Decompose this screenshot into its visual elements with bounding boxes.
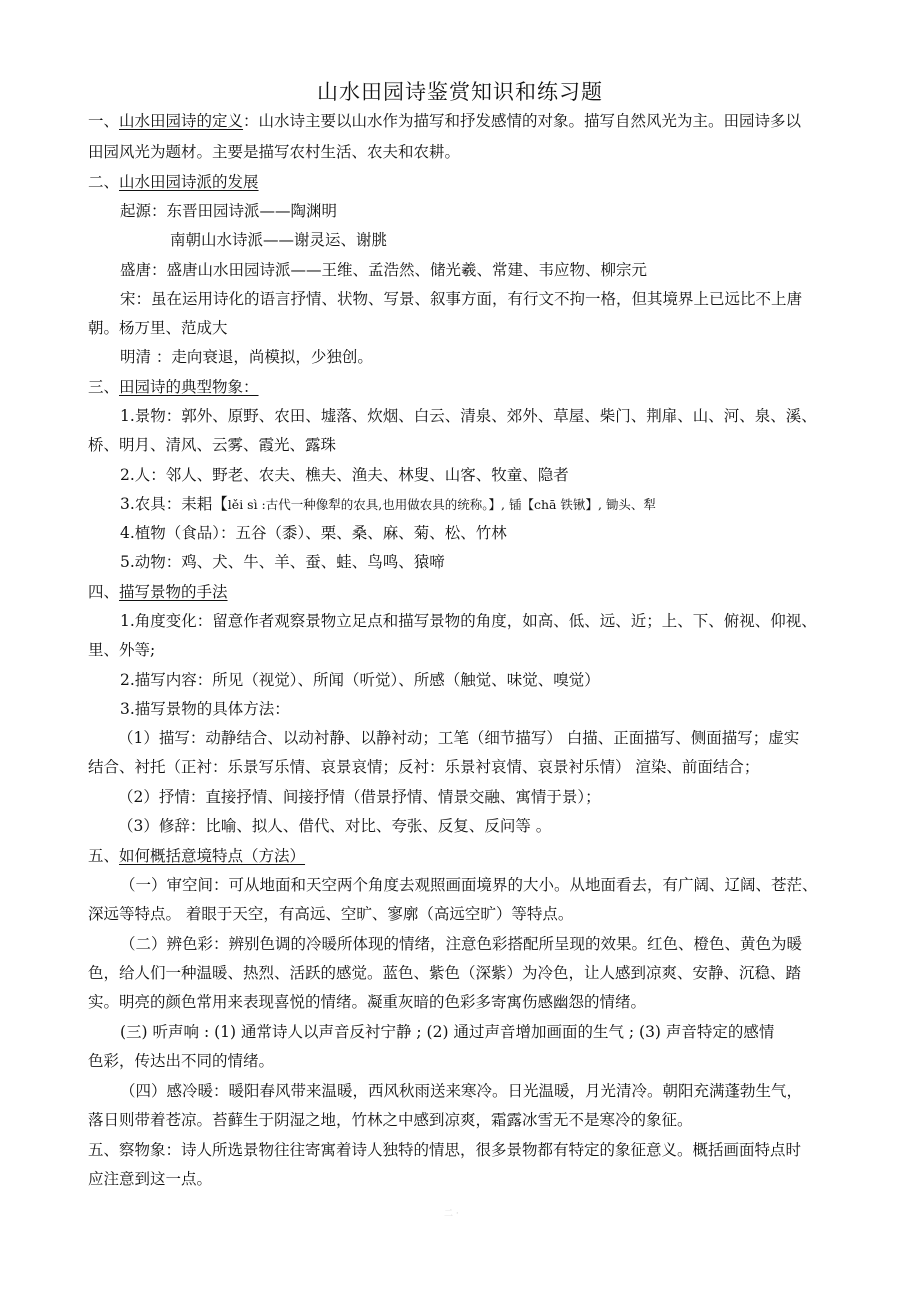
observe-line-1: 五、察物象：诗人所选景物往往寄寓着诗人独特的情思，很多景物都有特定的象征意义。概括画面特点时 <box>88 1141 802 1159</box>
section-2-heading-line <box>88 172 838 192</box>
angle-line-2: 里、外等; <box>88 641 156 659</box>
space-line-1: （一）审空间：可从地面和天空两个角度去观照画面境界的大小。从地面看去，有广阔、辽阔、苍茫、 <box>120 876 818 894</box>
section-1-line-2: 田园风光为题材。主要是描写农村生活、农夫和农耕。 <box>88 143 461 161</box>
temperature-line-1: （四）感冷暖：暖阳春风带来温暖，西风秋雨送来寒冷。日光温暖，月光清冷。朝阳充满蓬勃生气， <box>120 1082 803 1100</box>
sound-line-1: (三) 听声响 : (1) 通常诗人以声音反衬宁静 ; (2) 通过声音增加画面的生气 ; (3) 声音特定的感情 <box>120 1023 775 1041</box>
color-line-3: 实。明亮的颜色常用来表现喜悦的情绪。凝重灰暗的色彩多寄寓伤感幽怨的情绪。 <box>88 993 647 1011</box>
section-1-heading: 山水田园诗的定义 <box>119 112 244 130</box>
section-3-number: 三、 <box>88 378 120 396</box>
tools-text-a: 3.农具：耒耜【 <box>120 495 228 513</box>
section-4-heading: 描写景物的手法 <box>119 583 228 601</box>
section-1-text: ：山水诗主要以山水作为描写和抒发感情的对象。描写自然风光为主。田园诗多以 <box>243 112 802 130</box>
song-line-1: 宋：虽在运用诗化的语言抒情、状物、写景、叙事方面，有行文不拘一格，但其境界上已远比不上唐 <box>120 290 803 308</box>
angle-line-1: 1.角度变化：留意作者观察景物立足点和描写景物的角度，如高、低、远、近；上、下、俯视、仰视、 <box>120 612 817 630</box>
mingqing-line: 明清 ：走向衰退，尚模拟，少独创。 <box>120 348 373 366</box>
temperature-line-2: 落日则带着苍凉。苔藓生于阴湿之地，竹林之中感到凉爽，霜露冰雪无不是寒冷的象征。 <box>88 1111 693 1129</box>
method-2-line: （2）抒情：直接抒情、间接抒情（借景抒情、情景交融、寓情于景）； <box>118 788 601 806</box>
tools-note-cha: chā 铁锹 <box>533 497 586 512</box>
color-line-1: （二）辨色彩：辨别色调的冷暖所体现的情绪，注意色彩搭配所呈现的效果。红色、橙色、黄色为暖 <box>120 935 803 953</box>
content-line: 2.描写内容：所见（视觉）、所闻（听觉）、所感（触觉、味觉、嗅觉） <box>120 671 600 689</box>
section-2-heading: 山水田园诗派的发展 <box>119 173 259 191</box>
song-line-2: 朝。杨万里、范成大 <box>88 319 228 337</box>
method-heading: 3.描写景物的具体方法： <box>120 700 290 718</box>
space-line-2: 深远等特点。 着眼于天空，有高远、空旷、寥廓（高远空旷）等特点。 <box>88 905 574 923</box>
section-3-heading: 田园诗的典型物象： <box>119 378 259 396</box>
origin-line-2: 南朝山水诗派——谢灵运、谢朓 <box>170 231 388 249</box>
section-1-line-1 <box>88 111 838 131</box>
section-5-heading-line <box>88 846 838 866</box>
method-1-line-1: （1）描写：动静结合、以动衬静、以静衬动；工笔（细节描写） 白描、正面描写、侧面描写；虚实 <box>118 729 800 747</box>
color-line-2: 色，给人们一种温暖、热烈、活跃的感觉。蓝色、紫色（深紫）为冷色，让人感到凉爽、安静、沉稳、踏 <box>88 964 802 982</box>
tools-text-c: 】, 锸【 <box>488 497 534 512</box>
section-2-number: 二、 <box>88 173 120 191</box>
section-5-number: 五、 <box>88 847 120 865</box>
section-3-heading-line <box>88 377 838 397</box>
scenery-line-1: 1.景物：郭外、原野、农田、墟落、炊烟、白云、清泉、郊外、草屋、柴门、荆扉、山、河、泉、溪、 <box>120 407 817 425</box>
section-4-heading-line <box>88 582 838 602</box>
method-3-line: （3）修辞：比喻、拟人、借代、对比、夸张、反复、反问等 。 <box>118 817 552 835</box>
tools-line <box>120 494 838 515</box>
sound-line-2: 色彩，传达出不同的情绪。 <box>88 1052 275 1070</box>
section-1-number: 一、 <box>88 112 120 130</box>
tools-text-e: 】, 锄头、犁 <box>585 497 656 512</box>
method-1-line-2: 结合、衬托（正衬：乐景写乐情、哀景哀情；反衬：乐景衬哀情、哀景衬乐情） 渲染、前面结合； <box>88 758 760 776</box>
section-5-heading: 如何概括意境特点（方法） <box>119 847 306 865</box>
section-4-number: 四、 <box>88 583 120 601</box>
people-line: 2.人：邻人、野老、农夫、樵夫、渔夫、林叟、山客、牧童、隐者 <box>120 466 569 484</box>
observe-line-2: 应注意到这一点。 <box>88 1170 213 1188</box>
scenery-line-2: 桥、明月、清风、云雾、霞光、露珠 <box>88 436 337 454</box>
origin-line-1: 起源：东晋田园诗派——陶渊明 <box>120 202 338 220</box>
animals-line: 5.动物：鸡、犬、牛、羊、蚕、蛙、鸟鸣、猿啼 <box>120 553 445 571</box>
tang-line: 盛唐：盛唐山水田园诗派——王维、孟浩然、储光羲、常建、韦应物、柳宗元 <box>120 261 648 279</box>
page-footer-mark: 二 · <box>444 1209 459 1219</box>
page-title: 山水田园诗鉴赏知识和练习题 <box>317 80 603 104</box>
tools-note-leisi: lěi sì :古代一种像犁的农具,也用做农具的统称。 <box>227 497 489 512</box>
plants-line: 4.植物（食品）：五谷（黍）、栗、桑、麻、菊、松、竹林 <box>120 524 507 542</box>
